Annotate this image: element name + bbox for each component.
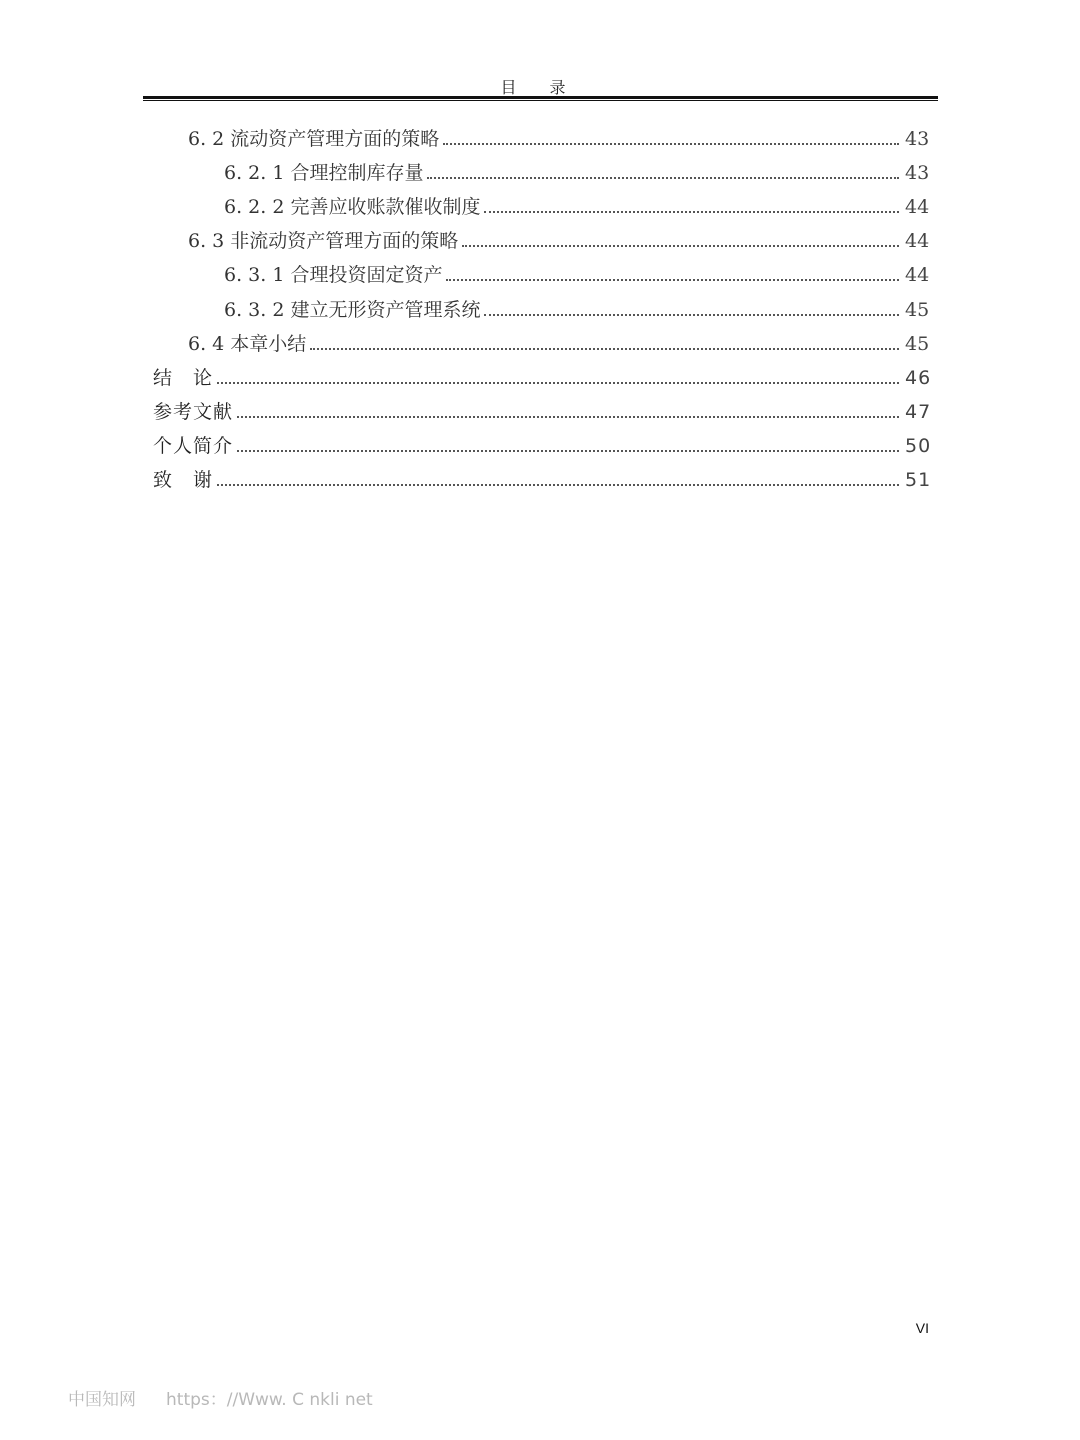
toc-entry-title: 6. 2. 1 合理控制库存量 — [224, 161, 424, 184]
toc-entry-6-3-2[interactable] — [153, 293, 929, 327]
toc-entry-title: 6. 2 流动资产管理方面的策略 — [188, 127, 440, 150]
toc-entry-title: 6. 2. 2 完善应收账款催收制度 — [224, 195, 481, 218]
toc-entry-title: 6. 3. 2 建立无形资产管理系统 — [224, 298, 481, 321]
toc-entry-page: 46 — [905, 366, 932, 389]
toc-entry-page: 50 — [905, 435, 932, 458]
toc-dot-leader — [310, 347, 899, 350]
watermark — [68, 1385, 373, 1410]
toc-entry-page: 45 — [905, 298, 930, 321]
toc-entry-title: 6. 4 本章小结 — [188, 332, 307, 355]
footer-page-number: VI — [915, 1320, 929, 1336]
toc-dot-leader — [217, 483, 899, 486]
toc-dot-leader — [462, 244, 899, 247]
toc-entry-6-4[interactable] — [153, 327, 929, 361]
toc-entry-title: 致 谢 — [153, 469, 214, 492]
toc-dot-leader — [427, 176, 899, 179]
page-header-title: 目 录 — [500, 78, 580, 97]
toc-entry-title: 6. 3. 1 合理投资固定资产 — [224, 264, 443, 287]
watermark-url: https：//Www. C nkli net — [166, 1390, 373, 1410]
toc-entry-page: 44 — [905, 195, 930, 218]
toc-entry-6-2-1[interactable] — [153, 156, 929, 190]
toc-entry-biography[interactable] — [153, 430, 932, 464]
toc-entry-page: 51 — [905, 469, 932, 492]
toc-entry-page: 44 — [905, 264, 930, 287]
toc-dot-leader — [217, 381, 899, 384]
toc-entry-page: 44 — [905, 230, 930, 253]
table-of-contents — [153, 122, 932, 498]
toc-entry-references[interactable] — [153, 396, 932, 430]
toc-dot-leader — [443, 142, 899, 145]
toc-dot-leader — [237, 415, 899, 418]
toc-dot-leader — [484, 313, 899, 316]
toc-entry-6-3-1[interactable] — [153, 259, 929, 293]
toc-entry-title: 结 论 — [153, 366, 214, 389]
toc-entry-title: 参考文献 — [153, 401, 234, 424]
toc-entry-6-2[interactable] — [153, 122, 929, 156]
toc-entry-page: 45 — [905, 332, 930, 355]
toc-entry-page: 43 — [905, 127, 930, 150]
toc-entry-acknowledgements[interactable] — [153, 464, 932, 498]
toc-dot-leader — [237, 449, 899, 452]
toc-dot-leader — [484, 210, 899, 213]
toc-dot-leader — [446, 278, 899, 281]
toc-entry-conclusion[interactable] — [153, 361, 932, 395]
toc-entry-6-2-2[interactable] — [153, 190, 929, 224]
header-double-rule — [143, 96, 938, 101]
toc-entry-title: 个人简介 — [153, 435, 234, 458]
toc-entry-page: 47 — [905, 401, 932, 424]
toc-entry-6-3[interactable] — [153, 225, 929, 259]
toc-entry-page: 43 — [905, 161, 930, 184]
watermark-brand: 中国知网 — [68, 1390, 136, 1410]
toc-entry-title: 6. 3 非流动资产管理方面的策略 — [188, 230, 459, 253]
